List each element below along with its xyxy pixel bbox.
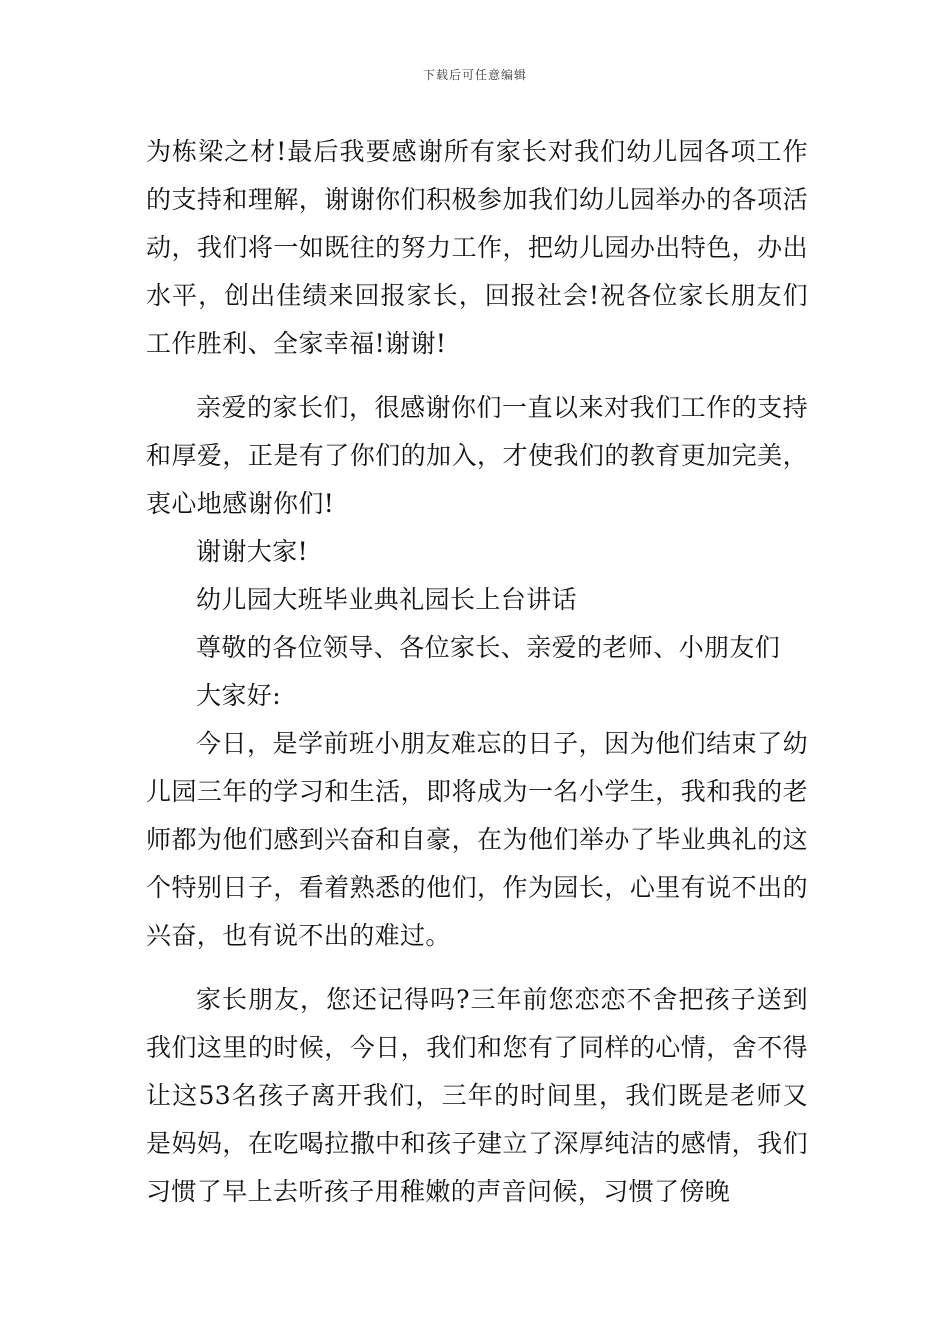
paragraph-5-greeting: 尊敬的各位领导、各位家长、亲爱的老师、小朋友们 bbox=[196, 633, 781, 662]
paragraph-4-title: 幼儿园大班毕业典礼园长上台讲话 bbox=[196, 585, 578, 614]
page-header: 下载后可任意编辑 bbox=[422, 68, 527, 82]
document-body bbox=[146, 128, 808, 1216]
paragraph-3: 谢谢大家! bbox=[196, 537, 309, 566]
paragraph-1: 为栋梁之材!最后我要感谢所有家长对我们幼儿园各项工作的支持和理解，谢谢你们积极参加我们幼儿园举办的各项活动，我们将一如既往的努力工作，把幼儿园办出特色，办出水平，创出佳绩来回报家长，回报社会!祝各位家长朋友们工作胜利、全家幸福!谢谢! bbox=[146, 137, 808, 358]
paragraph-7: 今日，是学前班小朋友难忘的日子，因为他们结束了幼儿园三年的学习和生活，即将成为一名小学生，我和我的老师都为他们感到兴奋和自豪，在为他们举办了毕业典礼的这个特别日子，看着熟悉的他们，作为园长，心里有说不出的兴奋，也有说不出的难过。 bbox=[146, 729, 808, 950]
paragraph-2: 亲爱的家长们，很感谢你们一直以来对我们工作的支持和厚爱，正是有了你们的加入，才使我们的教育更加完美，衷心地感谢你们! bbox=[146, 393, 808, 518]
paragraph-8: 家长朋友，您还记得吗?三年前您恋恋不舍把孩子送到我们这里的时候，今日，我们和您有了同样的心情，舍不得让这53名孩子离开我们，三年的时间里，我们既是老师又是妈妈，在吃喝拉撒中和孩子建立了深厚纯洁的感情，我们习惯了早上去听孩子用稚嫩的声音问候，习惯了傍晚 bbox=[146, 985, 808, 1206]
paragraph-6-salutation: 大家好: bbox=[196, 681, 282, 710]
